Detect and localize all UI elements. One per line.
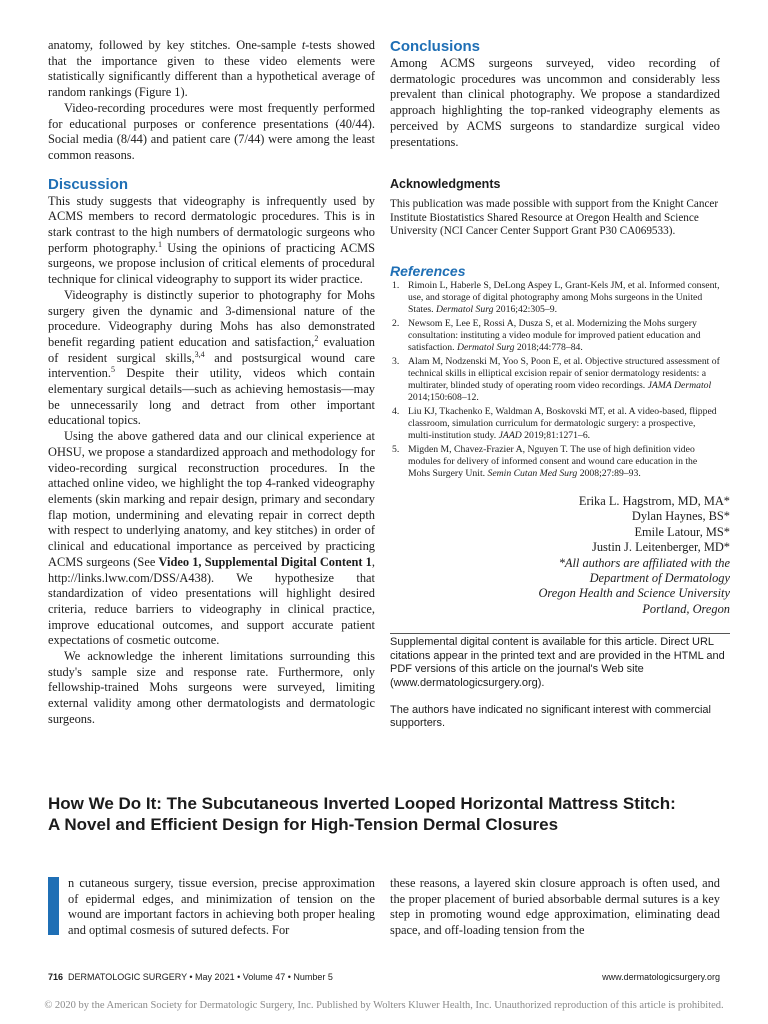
author-name: Justin J. Leitenberger, MD* [592, 540, 730, 555]
acknowledgments-paragraph: This publication was made possible with support from the Knight Cancer Institute Biostatistics Shared Resource at Oregon Health and Science University (NCI Cancer Center Support Grant P30 CA069533). [390, 198, 719, 238]
affiliation-line: *All authors are affiliated with the [558, 555, 730, 570]
discussion-paragraph-1: This study suggests that videography is infrequently used by ACMS members to record dermatologic procedures. This is in stark contrast to the high numbers of dermatologic surgeons who perform photography.$^1$ Using the opinions of practicing ACMS surgeons, we propose inclusion of critical elements of procedural technique for clinical videography to support its wider practice. [48, 193, 375, 287]
references-heading: References [390, 263, 466, 279]
supplemental-note-box [390, 633, 730, 731]
reference-item: 4. Liu KJ, Tkachenko E, Waldman A, Boskovski MT, et al. A video-based, flipped classroom, simulation curriculum for dermatologic surgery: a prospective, multi-institution study. JAAD 2019;81:1271–6. [392, 406, 717, 441]
drop-cap-i [48, 877, 59, 935]
page-footer [48, 972, 720, 988]
reference-item: 1. Rimoin L, Haberle S, DeLong Aspey L, Grant-Kels JM, et al. Informed consent, use, and storage of digital photography among Mohs surgeons in the United States. Dermatol Surg 2016;42:305–9. [392, 280, 720, 315]
next-article-title: How We Do It: The Subcutaneous Inverted Looped Horizontal Mattress Stitch: A Novel and Efficient Design for High-Tension Dermal Closures [48, 794, 676, 834]
journal-website[interactable]: www.dermatologicsurgery.org [602, 972, 720, 982]
reference-item: 2. Newsom E, Lee E, Rossi A, Dusza S, et al. Modernizing the Mohs surgery consultation: instituting a video module for improved patient education and satisfaction. Dermatol Surg 2018;44:778–84. [392, 318, 701, 353]
affiliation-line: Portland, Oregon [642, 601, 730, 616]
supplemental-note: Supplemental digital content is available for this article. Direct URL citations appear in the printed text and are provided in the HTML and PDF versions of this article on the journal's Web site (www.dermatologicsurgery.org). [390, 636, 725, 690]
results-paragraph-1: anatomy, followed by key stitches. One-sample t-tests showed that the importance given to these video elements were statistically significantly different than a hypothetical average of random rankings (Figure 1). [48, 38, 376, 100]
reference-item: 3. Alam M, Nodzenski M, Yoo S, Poon E, et al. Objective structured assessment of technical skills in elliptical excision repair of senior dermatology residents: a multirater, blinded study of operating room video recordings. JAMA Dermatol 2014;150:608–12. [392, 356, 720, 403]
acknowledgments-heading: Acknowledgments [390, 177, 501, 192]
right-column [390, 38, 730, 731]
next-article-body-right [390, 876, 720, 939]
reference-item: 5. Migden M, Chavez-Frazier A, Nguyen T. The use of high definition video modules for delivery of informed consent and wound care education in the Mohs Surgery Unit. Semin Cutan Med Surg 2008;27:89–93. [392, 444, 698, 479]
disclosure-note: The authors have indicated no significant interest with commercial supporters. [390, 703, 711, 730]
affiliation-line: Department of Dermatology [589, 571, 730, 586]
conclusions-heading: Conclusions [390, 38, 481, 55]
next-article-body-left [48, 876, 375, 939]
next-article-paragraph-left: n cutaneous surgery, tissue eversion, precise approximation of epidermal edges, and minimization of tension on the wound are important factors in achieving both proper healing and optimal cosmesis of sutured defects. For [68, 876, 375, 938]
references-list [390, 280, 720, 480]
conclusions-paragraph: Among ACMS surgeons surveyed, video recording of dermatologic procedures was uncommon and considerably less prevalent than clinical photography. We propose a standardized approach highlighting the top-ranked videography elements as perceived by ACMS surgeons to standardize surgical video presentations. [390, 56, 720, 149]
journal-info: DERMATOLOGIC SURGERY • May 2021 • Volume 47 • Number 5 [68, 972, 333, 982]
author-block [390, 494, 730, 617]
discussion-paragraph-3: Using the above gathered data and our clinical experience at OHSU, we propose a standardized approach and methodology for video-recording surgical reconstruction procedures. In the attached online video, we highlight the top 4-ranked videography elements (skin marking and repair design, primary and secondary flap motion, undermining and elevating repair in correct depth with respect to underlying anatomy, and key stitches) in order of clinical and educational importance as perceived by practicing ACMS surgeons (See Video 1, Supplemental Digital Content 1, http://links.lww.com/DSS/A438). We hypothesize that standardization of video presentations will highlight desired criteria, reduce barriers to videography in clinical practice, improve educational outcomes, and support accurate patient expectations of cosmetic outcome. [48, 429, 375, 648]
discussion-paragraph-2: Videography is distinctly superior to photography for Mohs surgery given the dynamic and 3-dimensional nature of the procedure. Videography during Mohs has also demonstrated benefit regarding patient education and satisfaction,$^2$ evaluation of resident surgical skills,$^{3,4}$ and postsurgical wound care intervention.$^5$ Despite their utility, videos which contain elementary surgical details—such as achieving hemostasis—may be unnecessarily long and detract from other important educational topics. [48, 287, 375, 428]
video-link[interactable]: Video 1, Supplemental Digital Content 1 [158, 554, 372, 569]
author-name: Dylan Haynes, BS* [631, 509, 730, 524]
author-name: Emile Latour, MS* [634, 524, 730, 539]
affiliation-line: Oregon Health and Science University [538, 586, 730, 601]
results-paragraph-2: Video-recording procedures were most frequently performed for educational purposes or conference presentations (40/44). Social media (8/44) and patient care (7/44) were among the least common reasons. [48, 100, 375, 162]
copyright-notice: © 2020 by the American Society for Dermatologic Surgery, Inc. Published by Wolters Kluwer Health, Inc. Unauthorized reproduction of this article is prohibited. [44, 1000, 724, 1011]
next-article-paragraph-right: these reasons, a layered skin closure approach is often used, and the proper placement of buried absorbable dermal sutures is a key step in promoting wound edge approximation, eliminating dead space, and off-loading tension from the [390, 876, 720, 938]
discussion-heading: Discussion [48, 175, 129, 193]
discussion-paragraph-4: We acknowledge the inherent limitations surrounding this study's sample size and response rate. Furthermore, only fellowship-trained Mohs surgeons were surveyed, limiting external validity among other dermatologists and dermatologic surgeons. [48, 649, 375, 726]
author-name: Erika L. Hagstrom, MD, MA* [578, 494, 730, 508]
page-number: 716 [48, 972, 64, 982]
left-column [48, 38, 375, 728]
